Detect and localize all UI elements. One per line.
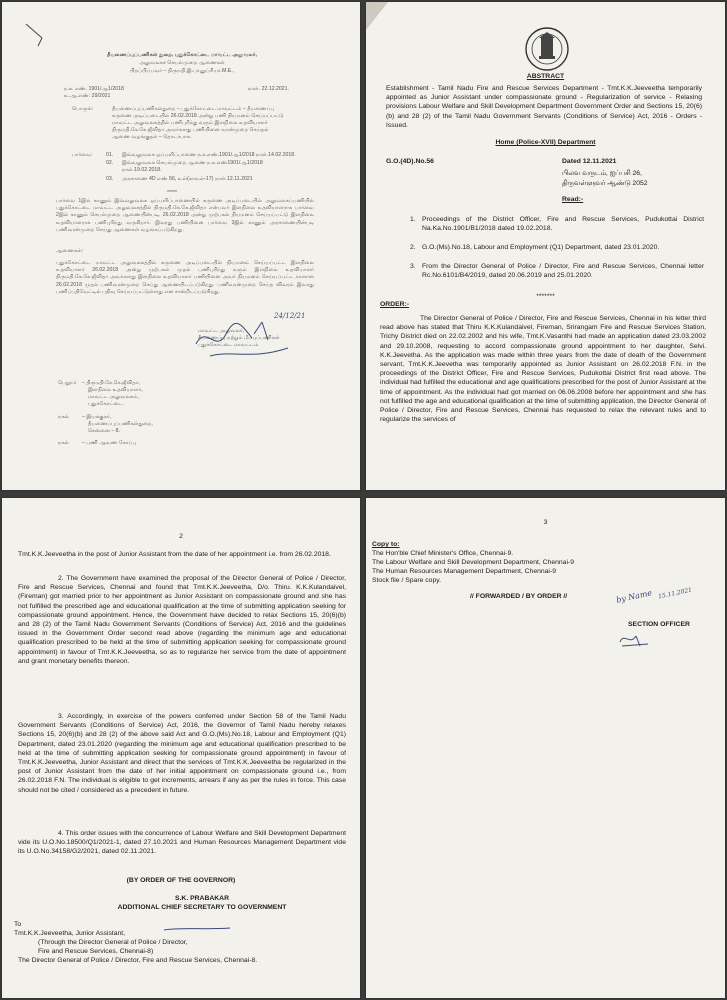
signatory-line: தீயணைப்பு மற்றும் மீட்புப்பணிகள் bbox=[198, 335, 280, 341]
read-item-no: 01. bbox=[106, 152, 114, 158]
tamil-date: பிலவ வருடம், ஐப்பசி 26, bbox=[562, 170, 642, 177]
header-line-3: பிறப்பிப்பவர் – திருமதி.இ.பானுப்ரியா.M.E., bbox=[129, 68, 235, 74]
separator-stars: ***** bbox=[166, 190, 178, 196]
tamil-proceedings-page bbox=[2, 2, 360, 490]
ref-number-2: உ.ஆ.எண்: 29/2021 bbox=[64, 93, 111, 99]
copy-label: நகல் bbox=[58, 414, 69, 420]
signature-date: 15.11.2021 bbox=[657, 586, 693, 601]
ref-number: ந.க. எண். 1901/ஆ1/2018 bbox=[64, 86, 124, 92]
order-date: நாள். 22.12.2021. bbox=[248, 86, 290, 92]
paragraph-4: 4. This order issues with the concurrence of Labour Welfare and Skill Development Department vide its U.O.No.18500/Q1/2021-1, dated 27.10.2021 and Human Resources Management Department vide its U.O.No.34158/G2/2021, dated 02.11.2021. bbox=[18, 830, 346, 856]
separator-stars: ******* bbox=[536, 293, 555, 300]
to-line: The Director General of Police / Director, Fire and Rescue Services, Chennai-8. bbox=[18, 957, 258, 964]
department-heading: Home (Police-XVII) Department bbox=[495, 139, 596, 146]
read-label: Read:- bbox=[562, 196, 584, 203]
read-item-no: 1. bbox=[410, 216, 416, 223]
signature-date: 24/12/21 bbox=[274, 312, 306, 320]
read-item-no: 03. bbox=[106, 176, 114, 182]
signer-name: S.K. PRABAKAR bbox=[174, 895, 229, 902]
pen-mark-scribble bbox=[24, 20, 64, 48]
paragraph-3: 3. Accordingly, in exercise of the powers conferred under Section 58 of the Tamil Nadu Government Servants (Conditions of Service) Act, 2016, the Governor of Tamil Nadu hereby relaxes Sections 15, 20(6)(b) and 28 (2) of the above said Act and G.O.(Ms).No.18, Labour and Employment (Q1) Department, dated 23.01.2020 (regarding the minimum age and educational qualification prescribed to be held at the time of submitting application seeking for compassionate ground appointment) in favour of Tmt.K.K.Jeeveetha, Junior Assistant and direct that the services of Tmt.K.K.Jeeveetha be regularized in the post of Junior Assistant from the date of her initial appointment on compassionate ground i.e., from 26.02.2018 F.N. The individual is eligible to get increments, arrears if any as per the rules in force. This case should not be cited / considered as a precedent in future. bbox=[18, 713, 346, 794]
order-body: The Director General of Police / Director, Fire and Rescue Services, Chennai in his letter third read above has stated that Thiru K.K.Kulandaivel, Fireman, Srirangam Fire and Rescue Services Station, Trichy District died on 22.02.2002 and his wife, Tmt.K.Vasanthi had made an application dated 23.03.2002 and 29.10.2008, requesting to accord compassionate ground appointment to her daughter, Selvi. K.K.Jeevetha. As the application was made within three years from the date of death of the Government servant, Tmt.K.K.Jeevetha was temporarily appointed as Junior Assistant on 26.02.2018 F.N. in the proceedings of the District Officer, Fire and Rescue Services, Pudukottai District first read above. The individual had fulfilled the educational and age qualifications prescribed for the post of Junior Assistant at the time of appointment. As the individual had got married on 06.06.2008 before her appointment and she has not fulfilled the age and educational qualification at the time of submitting application, the Director General of Police / Director, Fire and Rescue Services, Chennai has requested to relax the relevant rules and to regularize the services of bbox=[380, 315, 706, 424]
to-line: Tmt.K.K.Jeeveetha, Junior Assistant, bbox=[14, 930, 126, 937]
initials-mark bbox=[616, 628, 656, 650]
signature bbox=[192, 314, 292, 364]
copy-line: தீயணைப்புப்பணிகள்துறை, bbox=[88, 421, 153, 427]
signer-title: ADDITIONAL CHIEF SECRETARY TO GOVERNMENT bbox=[117, 904, 287, 911]
to-label: பெறுநர் bbox=[58, 380, 77, 386]
copy-line: – இயக்குநர், bbox=[82, 414, 112, 420]
tamil-nadu-emblem-icon bbox=[524, 26, 570, 72]
subject-line: திருமதி.கே.கே.ஜீவிதா அவர்களது பணியினை வரன்முறை செய்தல் bbox=[112, 127, 269, 133]
to-line: Fire and Rescue Services, Chennai-8) bbox=[38, 948, 154, 955]
read-item-text: இவ்வலுவலக ஒப்பளிப்பாணை ந.க.எண்.1901/ஆ1/2018 நாள்.14.02.2018. bbox=[122, 152, 296, 158]
page-number: 3 bbox=[543, 519, 548, 526]
to-line: – திருமதி.கே.கே.ஜீவிதா, bbox=[82, 380, 140, 386]
abstract-title: ABSTRACT bbox=[526, 73, 565, 80]
section-officer-label: SECTION OFFICER bbox=[628, 621, 690, 628]
pen-underline bbox=[162, 924, 232, 934]
read-item-text: From the Director General of Police / Director, Fire and Rescue Services, Chennai letter Rc.No.6101/B4/2019, dated 20.06.2019 and 25.01.2020. bbox=[422, 263, 704, 280]
copy-label: நகல் bbox=[58, 440, 69, 446]
order-label: ORDER:- bbox=[380, 301, 410, 308]
signature: by Name bbox=[615, 588, 653, 605]
read-item-no: 02. bbox=[106, 160, 114, 166]
copy-line: சென்னை – 8. bbox=[88, 428, 120, 434]
read-item-no: 2. bbox=[410, 244, 416, 251]
to-line: (Through the Director General of Police / Director, bbox=[38, 939, 188, 946]
read-label: பார்வை: bbox=[72, 152, 93, 158]
to-line: புதுக்கோட்டை. bbox=[88, 401, 124, 407]
signatory-line: புதுக்கோட்டை மாவட்டம் bbox=[198, 342, 259, 348]
subject-line: ஆணை வழங்குதல் – தொடர்பாக. bbox=[112, 134, 192, 140]
copy-to-label: Copy to: bbox=[372, 541, 400, 548]
copy-line: The Labour Welfare and Skill Development Department, Chennai-9 bbox=[372, 559, 575, 566]
government-order-page-2 bbox=[2, 498, 360, 998]
read-item-text: நாள்.19.02.2018. bbox=[122, 167, 162, 173]
read-item-text: அரசாணை 4D எண் 56, உள்(காவல்-17) நாள்.12.11.2021 bbox=[122, 176, 253, 182]
header-line-1: தீயணைப்புப்பணிகள் துறை, புதுக்கோட்டை மாவட்ட அலுவலர், bbox=[107, 52, 257, 58]
read-item-text: Proceedings of the District Officer, Fire and Rescue Services, Pudukottai District Na.Ka.No.1901/B1/2018 dated 19.02.2018. bbox=[422, 216, 704, 233]
paragraph-1: பார்வை 1இல் காணும் இவ்வலுவலக ஒப்பளிப்பாணையில் கருணை அடிப்படையில் அலுவலகப்பணியில் புதுக்கோட்டை மாவட்ட அலுவலகத்தில் திருமதி.கே.கே.ஜீவிதா என்பவர் இளநிலை உதவியாளராக பார்வை 2இல் காணும் செயல்முறை ஆணையின்படி, 26.02.2018 அன்று முற்பகல் நியமனம் செய்யப்பட்டு இளநிலை உதவியாளராக பணிபுரிந்து வருகிறார். இவரது பணியினை பார்வை 3இல் காணும் அரசாணையின்படி பணிவரன்முறை செய்து ஆணைகள் வழங்கப்படுகிறது. bbox=[56, 198, 314, 233]
to-line: இளநிலை உதவியாளர், bbox=[88, 387, 143, 393]
subject-line: தீயணைப்புப்பணிகள்துறை – புதுக்கோட்டை மாவட்டம் – தீயணைப்பு bbox=[112, 106, 275, 112]
folded-corner bbox=[366, 2, 390, 32]
read-item-no: 3. bbox=[410, 263, 416, 270]
copy-file: – பணி ஆவண கோப்பு bbox=[82, 440, 137, 446]
page-number: 2 bbox=[179, 533, 183, 540]
paragraph-2: புதுக்கோட்டை மாவட்ட அலுவலகத்தில் கருணை அடிப்படையில் நியமனம் செய்யப்பட்ட இளநிலை உதவியாளர் 26.02.2018 அன்று முற்பகல் முதல் பணிபுரிந்து வரும் இளநிலை உதவியாளர் திருமதி.கே.கே.ஜீவிதா அவர்களது இளநிலை உதவியாளர் பணியினை அவர் நியமனம் செய்யப்பட்ட நாளான 26.02.2018 முதல் பணிவரன்முறை செய்து ஆணையிடப்படுகிறது. பணிவரன்முறை செய்த விவரம் இவரது பணிப்பதிவேட்டில் பதிவு செய்யப்பட்டுள்ளது என சான்றிடப்படுகிறது. bbox=[56, 260, 314, 295]
subject-line: மாவட்ட அலுவலகத்தில் பணிபுரிந்து வரும் இளநிலை உதவியாளர் bbox=[112, 120, 268, 126]
government-order-page-3 bbox=[366, 498, 725, 998]
copy-line: The Human Resources Management Department, Chennai-9 bbox=[372, 568, 556, 575]
intro-paragraph: Tmt.K.K.Jeeveetha in the post of Junior Assistant from the date of her appointment i.e. from 26.02.2018. bbox=[18, 551, 331, 558]
go-date: Dated 12.11.2021 bbox=[562, 158, 617, 165]
subject-line: கருணை அடிப்படையில் 26.02.2018 அன்று பணி நியமனம் செய்யப்பட்டு bbox=[112, 113, 284, 119]
orders-label: ஆணைகள்: bbox=[56, 248, 84, 254]
abstract-body: Establishment - Tamil Nadu Fire and Rescue Services Department - Tmt.K.K.Jeeveetha temporarily appointed as Junior Assistant under compassionate ground - Regularization of service - Relaxing provisions Labour Welfare and Skill Development Department Government Order and Sections 15, 20(6)(b) and 28 (2) of the Tamil Nadu Government Servants (Conditions of Service) Act, 2016 - Orders - Issued. bbox=[386, 85, 702, 129]
to-line: மாவட்ட அலுவலகம், bbox=[88, 394, 139, 400]
header-line-2: அலுவலகச் செயல்முறை ஆணைகள் bbox=[139, 60, 225, 66]
read-item-text: G.O.(Ms).No.18, Labour and Employment (Q1) Department, dated 23.01.2020. bbox=[422, 244, 660, 251]
read-item-text: இவ்வலுவலக செயல்முறை ஆணை ந.க.எண்1901/ஆ1/2018 bbox=[122, 160, 263, 166]
tamil-date: திருவள்ளுவர் ஆண்டு 2052 bbox=[562, 180, 648, 187]
paragraph-2: 2. The Government have examined the proposal of the Director General of Police / Director, Fire and Rescue Services, Chennai and found that Tmt.K.K.Jeeveetha, D/o. Thiru. K.K.Kulandaivel, (Fireman) got married prior to her appointment as Junior Assistant on compassionate ground and she has not fulfilled the prescribed age and educational qualification at the time of submitting application seeking for compassionate ground appointment. Hence, the Government have decided to relax Sections 15, 20(6)(b) and 28 (2) of the Tamil Nadu Government Servants (Conditions of Service) Act, 2016 and the guidelines issued in the Government Order second read above (regarding the minimum age and educational qualification prescribed to be held at the time of submitting application seeking for compassionate ground appointment) in favour of Tmt.K.K.Jeeveetha, so as to regularize her service from the date of appointment and grant monetary benefits thereon. bbox=[18, 575, 346, 665]
subject-label: பொருள்: bbox=[72, 106, 94, 112]
to-label: To bbox=[14, 921, 22, 928]
signatory-line: மாவட்ட அலுவலர், bbox=[198, 328, 245, 334]
government-order-page bbox=[366, 2, 725, 490]
forwarded-line: // FORWARDED / BY ORDER // bbox=[470, 593, 568, 600]
by-order-line: (BY ORDER OF THE GOVERNOR) bbox=[126, 877, 236, 884]
copy-line: Stock file / Spare copy. bbox=[372, 577, 442, 584]
copy-line: The Hon'ble Chief Minister's Office, Chennai-9. bbox=[372, 550, 514, 557]
go-number: G.O.(4D).No.56 bbox=[386, 158, 434, 165]
